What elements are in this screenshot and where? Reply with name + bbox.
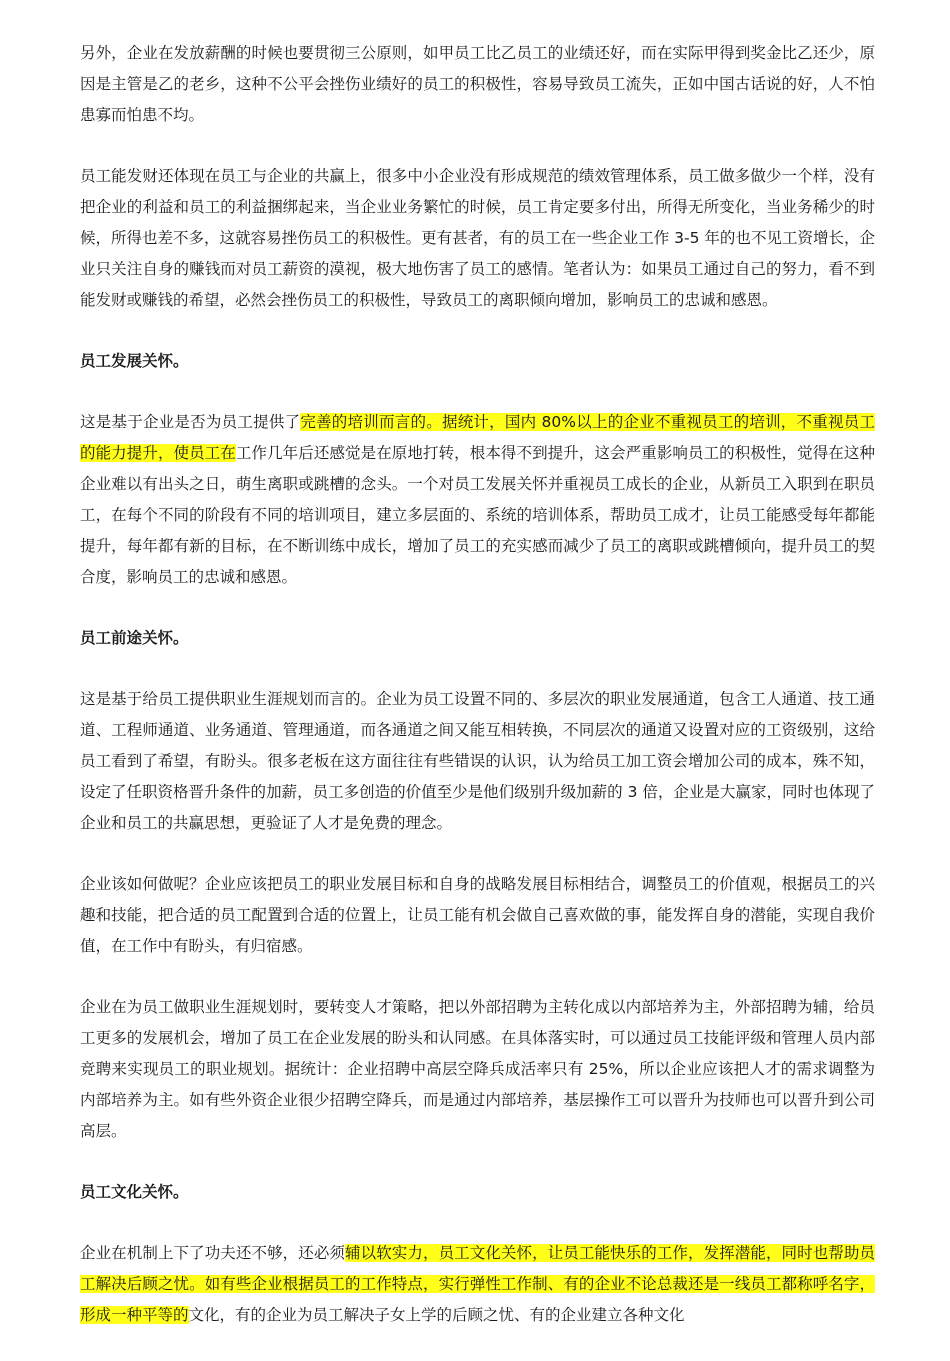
text-run: 这是基于企业是否为员工提供了: [80, 413, 301, 431]
highlighted-text: 辅以软实力，员工文化关怀，让员工能快乐的工作，发挥潜能，同时也帮助员工解决后顾之忧。如有些企业根据员工的工作特点，实行弹性工作制、有的企业不论总裁还是一线员工都称呼名字，形成一种平等的: [80, 1244, 875, 1324]
heading-development-care: 员工发展关怀。: [80, 352, 189, 370]
text-run: 工作几年后还感觉是在原地打转，根本得不到提升，这会严重影响员工的积极性，觉得在这种企业难以有出头之日，萌生离职或跳槽的念头。一个对员工发展关怀并重视员工成长的企业，从新员工入职到在职员工，在每个不同的阶段有不同的培训项目，建立多层面的、系统的培训体系，帮助员工成才，让员工能感受每年都能提升，每年都有新的目标，在不断训练中成长，增加了员工的充实感而减少了员工的离职或跳槽倾向，提升员工的契合度，影响员工的忠诚和感恩。: [80, 444, 875, 586]
paragraph-win-win: 员工能发财还体现在员工与企业的共赢上，很多中小企业没有形成规范的绩效管理体系，员工做多做少一个样，没有把企业的利益和员工的利益捆绑起来，当企业业务繁忙的时候，员工肯定要多付出，所得无所变化，当业务稀少的时候，所得也差不多，这就容易挫伤员工的积极性。更有甚者，有的员工在一些企业工作 3-5 年的也不见工资增长，企业只关注自身的赚钱而对员工薪资的漠视，极大地伤害了员工的感情。笔者认为：如果员工通过自己的努力，看不到能发财或赚钱的希望，必然会挫伤员工的积极性，导致员工的离职倾向增加，影响员工的忠诚和感恩。: [80, 167, 875, 309]
paragraph-fair-pay: 另外，企业在发放薪酬的时候也要贯彻三公原则，如甲员工比乙员工的业绩还好，而在实际甲得到奖金比乙还少，原因是主管是乙的老乡，这种不公平会挫伤业绩好的员工的积极性，容易导致员工流失，正如中国古话说的好，人不怕患寡而怕患不均。: [80, 44, 875, 124]
paragraph-career-channels: 这是基于给员工提供职业生涯规划而言的。企业为员工设置不同的、多层次的职业发展通道，包含工人通道、技工通道、工程师通道、业务通道、管理通道，而各通道之间又能互相转换，不同层次的通道又设置对应的工资级别，这给员工看到了希望，有盼头。很多老板在这方面往往有些错误的认识，认为给员工加工资会增加公司的成本，殊不知，设定了任职资格晋升条件的加薪，员工多创造的价值至少是他们级别升级加薪的 3 倍，企业是大赢家，同时也体现了企业和员工的共赢思想，更验证了人才是免费的理念。: [80, 690, 875, 832]
heading-career-care: 员工前途关怀。: [80, 629, 189, 647]
heading-culture-care: 员工文化关怀。: [80, 1183, 189, 1201]
highlighted-text: 完善的培训而言的。据统计，国内 80%以上的企业不重视员工的培训，不重视员工的能力提升，使员工在: [80, 413, 875, 462]
paragraph-internal-training: 企业在为员工做职业生涯规划时，要转变人才策略，把以外部招聘为主转化成以内部培养为主，外部招聘为辅，给员工更多的发展机会，增加了员工在企业发展的盼头和认同感。在具体落实时，可以通过员工技能评级和管理人员内部竞聘来实现员工的职业规划。据统计：企业招聘中高层空降兵成活率只有 25%，所以企业应该把人才的需求调整为内部培养为主。如有些外资企业很少招聘空降兵，而是通过内部培养，基层操作工可以晋升为技师也可以晋升到公司高层。: [80, 998, 875, 1140]
paragraph-training: [80, 407, 875, 593]
paragraph-culture: [80, 1238, 875, 1331]
document-page: [80, 38, 875, 1361]
text-run: 企业在机制上下了功夫还不够，还必须: [80, 1244, 346, 1262]
text-run: 文化，有的企业为员工解决子女上学的后顾之忧、有的企业建立各种文化: [188, 1306, 685, 1324]
paragraph-how-to: 企业该如何做呢？企业应该把员工的职业发展目标和自身的战略发展目标相结合，调整员工的价值观，根据员工的兴趣和技能，把合适的员工配置到合适的位置上，让员工能有机会做自己喜欢做的事，能发挥自身的潜能，实现自我价值，在工作中有盼头，有归宿感。: [80, 875, 875, 955]
